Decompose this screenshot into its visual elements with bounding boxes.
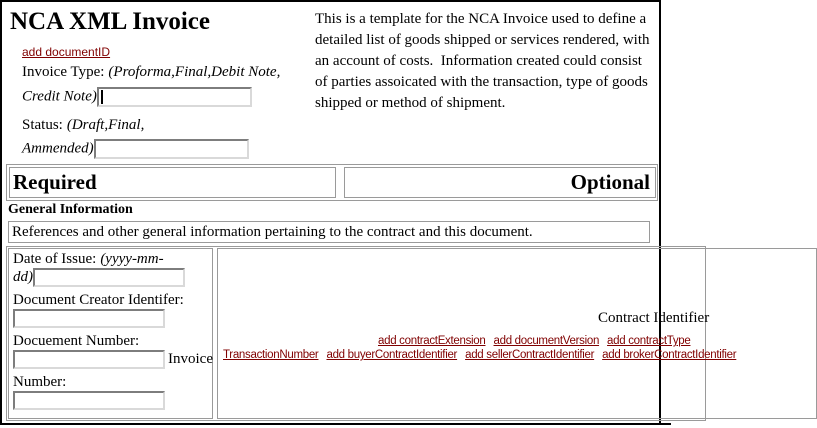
invoice-number-label-part1: Invoice — [168, 351, 213, 368]
date-of-issue-hint-2: dd) — [13, 269, 33, 285]
contract-identifier-label: Contract Identifier — [598, 310, 710, 326]
status-hint-1: (Draft,Final, — [66, 117, 145, 133]
required-column-header: Required — [9, 167, 336, 198]
status-line2 — [22, 139, 249, 159]
invoice-type-line2 — [22, 87, 252, 107]
invoice-type-input-wrap — [97, 87, 252, 107]
invoice-type-label: Invoice Type: — [22, 64, 105, 80]
document-number-input[interactable] — [13, 350, 165, 369]
status-label: Status: — [22, 117, 63, 133]
description-line: of parties assoicated with the transaction, type of goods — [315, 74, 648, 90]
invoice-type-hint-2: Credit Note) — [22, 88, 97, 105]
document-creator-row — [13, 309, 209, 328]
document-number-row — [13, 350, 213, 369]
document-creator-label: Document Creator Identifer: — [13, 292, 184, 309]
optional-fields-cell — [217, 248, 817, 419]
add-documentid-link[interactable]: add documentID — [22, 45, 111, 59]
add-sellercontractidentifier-link[interactable]: add sellerContractIdentifier — [465, 349, 595, 361]
page-bottom-border — [0, 423, 671, 425]
date-of-issue-input[interactable] — [33, 268, 185, 287]
add-buyercontractidentifier-link[interactable]: add buyerContractIdentifier — [326, 349, 458, 361]
invoice-type-hint-1: (Proforma,Final,Debit Note, — [108, 64, 281, 80]
text-caret — [101, 90, 103, 104]
page-title: NCA XML Invoice — [10, 8, 210, 35]
date-of-issue-line2 — [13, 268, 209, 287]
add-brokercontractidentifier-link[interactable]: add brokerContractIdentifier — [602, 349, 737, 361]
add-contracttype-link[interactable]: add contractType — [607, 335, 691, 347]
optional-column-header: Optional — [344, 167, 656, 198]
status-input[interactable] — [94, 139, 249, 159]
status-line1 — [22, 117, 144, 134]
status-hint-2: Ammended) — [22, 140, 94, 157]
description-line: This is a template for the NCA Invoice used to define a — [315, 11, 647, 27]
date-of-issue-label: Date of Issue: — [13, 251, 97, 267]
add-documentversion-link[interactable]: add documentVersion — [493, 335, 600, 347]
date-of-issue-line1 — [13, 250, 209, 268]
invoice-number-label-part2: Number: — [13, 374, 67, 391]
date-of-issue-hint-1: (yyyy-mm- — [100, 251, 164, 267]
invoice-number-input[interactable] — [13, 391, 165, 410]
document-creator-input[interactable] — [13, 309, 165, 328]
description-line: detailed list of goods shipped or services rendered, with — [315, 32, 650, 48]
required-fields-cell — [8, 248, 213, 419]
invoice-type-input[interactable] — [97, 87, 252, 107]
description-line: shipped or method of shipment. — [315, 95, 506, 111]
general-information-summary: References and other general information pertaining to the contract and this document. — [8, 221, 650, 243]
description-line: an account of costs. Information created could consist — [315, 53, 642, 69]
document-number-label: Docuement Number: — [13, 333, 140, 350]
invoice-type-line1 — [22, 64, 280, 81]
add-contractextension-link[interactable]: add contractExtension — [378, 335, 486, 347]
optional-links-row2 — [223, 345, 740, 363]
invoice-number-row — [13, 391, 209, 410]
general-information-heading: General Information — [8, 202, 133, 217]
template-description — [315, 9, 667, 114]
transactionnumber-link[interactable]: TransactionNumber — [223, 349, 319, 361]
